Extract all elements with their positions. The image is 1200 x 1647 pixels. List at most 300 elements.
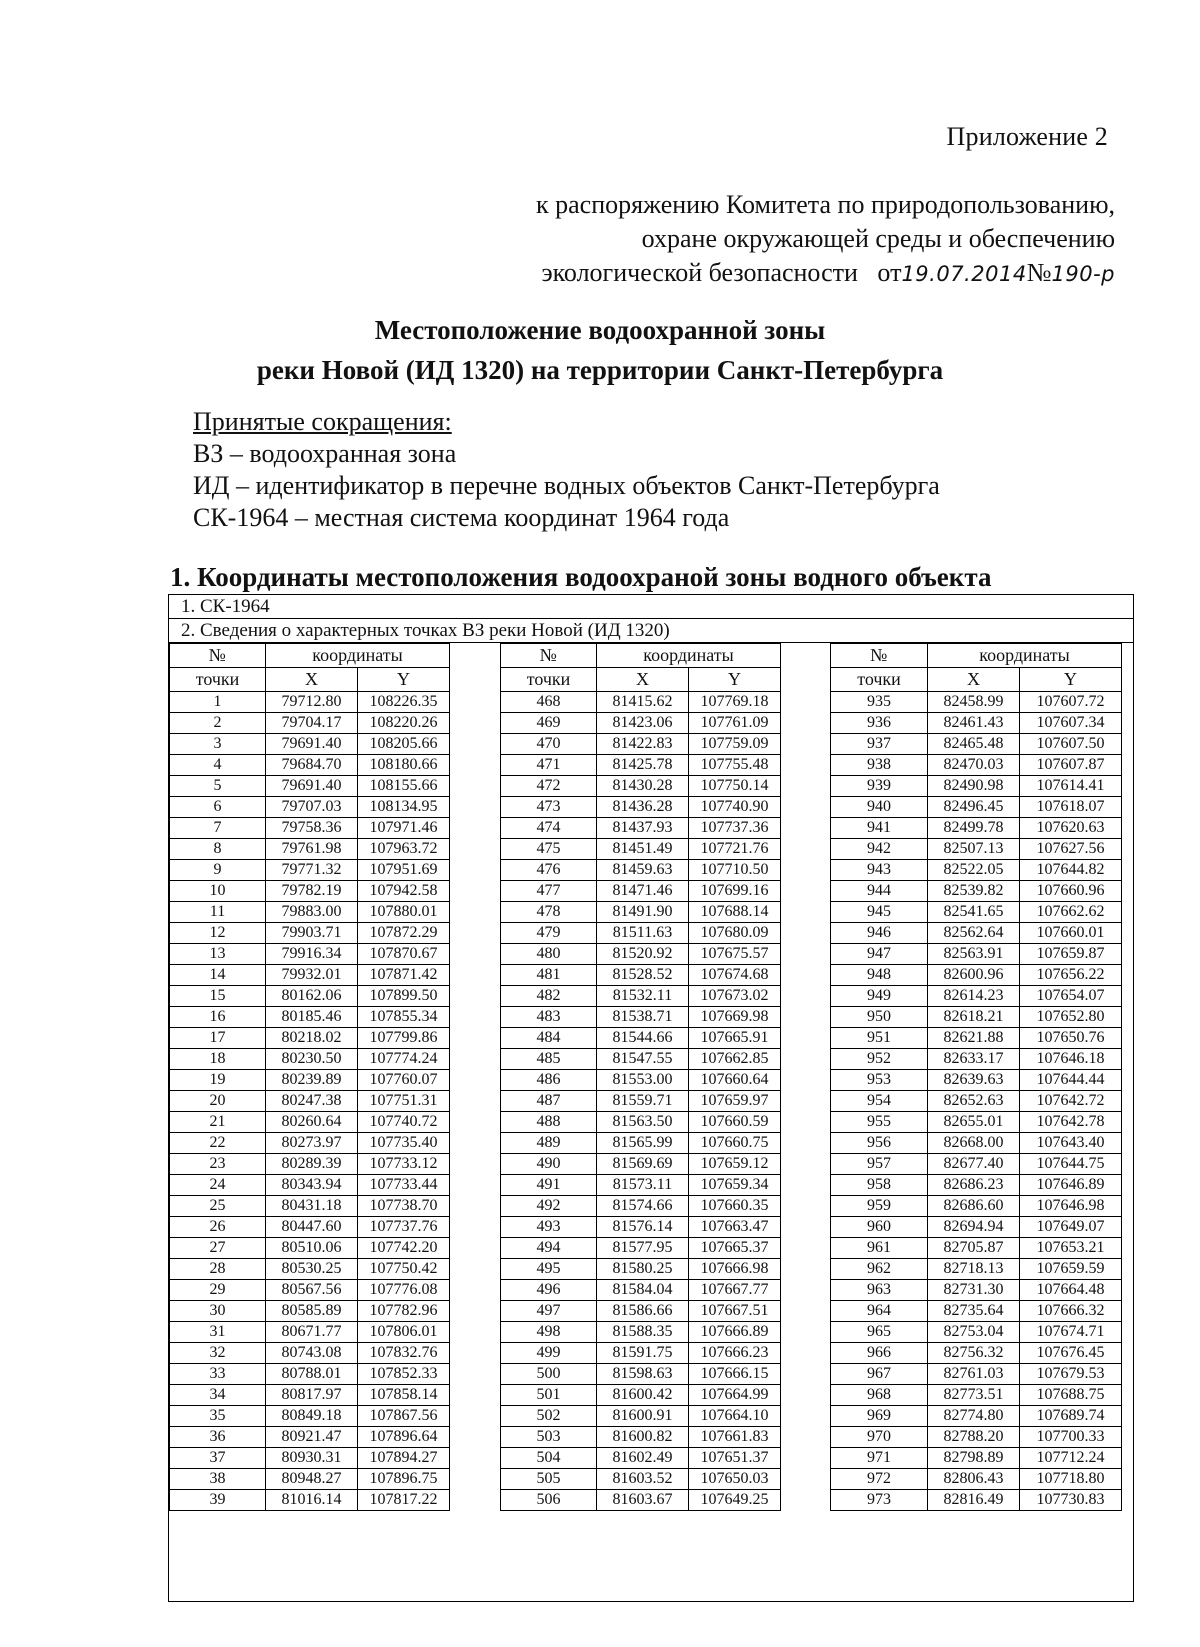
point-number-cell: 19: [170, 1070, 266, 1091]
table-row: [831, 1175, 1122, 1196]
y-coordinate-cell: 107665.37: [689, 1238, 781, 1259]
x-coordinate-cell: 81520.92: [597, 944, 689, 965]
table-row: [170, 713, 450, 734]
point-number-cell: 504: [501, 1448, 597, 1469]
table-row: [831, 1196, 1122, 1217]
y-coordinate-cell: 107660.35: [689, 1196, 781, 1217]
x-coordinate-cell: 82490.98: [928, 776, 1020, 797]
point-number-cell: 20: [170, 1091, 266, 1112]
table-row: [501, 755, 781, 776]
table-row: [170, 1175, 450, 1196]
point-number-cell: 24: [170, 1175, 266, 1196]
y-coordinate-cell: 107666.23: [689, 1343, 781, 1364]
point-number-cell: 492: [501, 1196, 597, 1217]
point-number-cell: 481: [501, 965, 597, 986]
x-coordinate-cell: 82639.63: [928, 1070, 1020, 1091]
x-coordinate-cell: 81436.28: [597, 797, 689, 818]
table-row: [501, 797, 781, 818]
x-coordinate-cell: 81532.11: [597, 986, 689, 1007]
abbreviation-item: ИД – идентификатор в перечне водных объектов Санкт-Петербурга: [193, 471, 940, 500]
y-coordinate-cell: 107718.80: [1020, 1469, 1122, 1490]
table-row: [831, 1112, 1122, 1133]
abbreviations-heading: Принятые сокращения:: [193, 407, 452, 436]
point-number-subheader: точки: [170, 668, 266, 692]
x-coordinate-cell: 82761.03: [928, 1364, 1020, 1385]
x-coordinate-cell: 79704.17: [266, 713, 358, 734]
point-number-cell: 967: [831, 1364, 928, 1385]
point-number-cell: 469: [501, 713, 597, 734]
x-coordinate-cell: 81584.04: [597, 1280, 689, 1301]
table-row: [501, 1427, 781, 1448]
point-number-cell: 37: [170, 1448, 266, 1469]
x-coordinate-cell: 81437.93: [597, 818, 689, 839]
point-number-cell: 9: [170, 860, 266, 881]
y-coordinate-cell: 107642.72: [1020, 1091, 1122, 1112]
y-coordinate-cell: 107646.18: [1020, 1049, 1122, 1070]
point-number-header: №: [501, 644, 597, 668]
point-number-cell: 956: [831, 1133, 928, 1154]
point-number-cell: 23: [170, 1154, 266, 1175]
table-row: [831, 692, 1122, 713]
table-row: [501, 1490, 781, 1511]
y-coordinate-cell: 107730.83: [1020, 1490, 1122, 1511]
x-coordinate-cell: 79761.98: [266, 839, 358, 860]
x-coordinate-cell: 79707.03: [266, 797, 358, 818]
point-number-cell: 36: [170, 1427, 266, 1448]
x-coordinate-cell: 81559.71: [597, 1091, 689, 1112]
x-coordinate-cell: 82788.20: [928, 1427, 1020, 1448]
table-row: [170, 860, 450, 881]
point-number-cell: 935: [831, 692, 928, 713]
x-coordinate-cell: 81430.28: [597, 776, 689, 797]
x-coordinate-cell: 81425.78: [597, 755, 689, 776]
x-coordinate-cell: 81577.95: [597, 1238, 689, 1259]
x-coordinate-cell: 80510.06: [266, 1238, 358, 1259]
x-coordinate-cell: 79782.19: [266, 881, 358, 902]
x-coordinate-cell: 81574.66: [597, 1196, 689, 1217]
table-row: [831, 986, 1122, 1007]
point-number-cell: 3: [170, 734, 266, 755]
table-row: [831, 944, 1122, 965]
table-row: [831, 734, 1122, 755]
y-coordinate-cell: 107607.34: [1020, 713, 1122, 734]
x-coordinate-cell: 82600.96: [928, 965, 1020, 986]
table-row: [831, 1154, 1122, 1175]
y-coordinate-cell: 107899.50: [358, 986, 450, 1007]
x-coordinate-cell: 80162.06: [266, 986, 358, 1007]
x-coordinate-cell: 80260.64: [266, 1112, 358, 1133]
x-coordinate-cell: 82496.45: [928, 797, 1020, 818]
table-row: [170, 1091, 450, 1112]
y-coordinate-cell: 107963.72: [358, 839, 450, 860]
y-coordinate-cell: 107659.59: [1020, 1259, 1122, 1280]
point-number-cell: 964: [831, 1301, 928, 1322]
table-row: [831, 839, 1122, 860]
x-coordinate-cell: 82618.21: [928, 1007, 1020, 1028]
point-number-cell: 949: [831, 986, 928, 1007]
x-coordinate-cell: 82773.51: [928, 1385, 1020, 1406]
y-coordinate-cell: 107817.22: [358, 1490, 450, 1511]
annex-reference: [536, 188, 1115, 291]
y-coordinate-cell: 107660.64: [689, 1070, 781, 1091]
point-number-cell: 8: [170, 839, 266, 860]
table-row: [501, 1133, 781, 1154]
point-number-cell: 503: [501, 1427, 597, 1448]
y-coordinate-cell: 108155.66: [358, 776, 450, 797]
table-row: [501, 1448, 781, 1469]
point-number-header: №: [831, 644, 928, 668]
coordinate-system-row: 1. СК-1964: [169, 595, 1133, 619]
y-coordinate-cell: 107688.14: [689, 902, 781, 923]
point-number-cell: 963: [831, 1280, 928, 1301]
x-coordinate-cell: 82705.87: [928, 1238, 1020, 1259]
x-coordinate-cell: 82718.13: [928, 1259, 1020, 1280]
y-coordinate-cell: 107661.83: [689, 1427, 781, 1448]
x-coordinate-cell: 80530.25: [266, 1259, 358, 1280]
x-coordinate-cell: 81563.50: [597, 1112, 689, 1133]
point-number-cell: 14: [170, 965, 266, 986]
table-row: [170, 1364, 450, 1385]
y-coordinate-cell: 107652.80: [1020, 1007, 1122, 1028]
x-coordinate-cell: 81538.71: [597, 1007, 689, 1028]
x-coordinate-cell: 80921.47: [266, 1427, 358, 1448]
y-coordinate-cell: 107689.74: [1020, 1406, 1122, 1427]
table-row: [831, 965, 1122, 986]
y-coordinate-cell: 107660.59: [689, 1112, 781, 1133]
point-number-cell: 499: [501, 1343, 597, 1364]
y-header: Y: [1020, 668, 1122, 692]
y-coordinate-cell: 107660.01: [1020, 923, 1122, 944]
x-coordinate-cell: 80671.77: [266, 1322, 358, 1343]
y-coordinate-cell: 107799.86: [358, 1028, 450, 1049]
x-coordinate-cell: 80431.18: [266, 1196, 358, 1217]
point-number-cell: 506: [501, 1490, 597, 1511]
point-number-cell: 13: [170, 944, 266, 965]
table-row: [501, 1049, 781, 1070]
x-coordinate-cell: 79712.80: [266, 692, 358, 713]
point-number-cell: 25: [170, 1196, 266, 1217]
table-row: [831, 1301, 1122, 1322]
point-number-header: №: [170, 644, 266, 668]
y-coordinate-cell: 107971.46: [358, 818, 450, 839]
table-row: [170, 1217, 450, 1238]
table-row: [170, 797, 450, 818]
table-row: [501, 1070, 781, 1091]
x-coordinate-cell: 80948.27: [266, 1469, 358, 1490]
x-coordinate-cell: 80247.38: [266, 1091, 358, 1112]
table-row: [170, 902, 450, 923]
table-row: [501, 1259, 781, 1280]
point-number-cell: 966: [831, 1343, 928, 1364]
point-number-cell: 490: [501, 1154, 597, 1175]
point-number-cell: 34: [170, 1385, 266, 1406]
table-row: [831, 1091, 1122, 1112]
point-number-cell: 479: [501, 923, 597, 944]
point-number-cell: 491: [501, 1175, 597, 1196]
point-number-cell: 961: [831, 1238, 928, 1259]
x-coordinate-cell: 82655.01: [928, 1112, 1020, 1133]
point-number-cell: 498: [501, 1322, 597, 1343]
x-coordinate-cell: 81600.91: [597, 1406, 689, 1427]
y-coordinate-cell: 107760.07: [358, 1070, 450, 1091]
y-coordinate-cell: 107607.50: [1020, 734, 1122, 755]
y-coordinate-cell: 107880.01: [358, 902, 450, 923]
x-coordinate-cell: 81459.63: [597, 860, 689, 881]
table-row: [170, 818, 450, 839]
x-coordinate-cell: 81544.66: [597, 1028, 689, 1049]
point-number-cell: 2: [170, 713, 266, 734]
x-coordinate-cell: 82735.64: [928, 1301, 1020, 1322]
point-number-cell: 970: [831, 1427, 928, 1448]
x-coordinate-cell: 82798.89: [928, 1448, 1020, 1469]
y-coordinate-cell: 107676.45: [1020, 1343, 1122, 1364]
points-columns: [169, 643, 1133, 1601]
y-coordinate-cell: 107666.98: [689, 1259, 781, 1280]
point-number-cell: 938: [831, 755, 928, 776]
x-coordinate-cell: 79771.32: [266, 860, 358, 881]
y-coordinate-cell: 107712.24: [1020, 1448, 1122, 1469]
point-number-cell: 476: [501, 860, 597, 881]
point-number-cell: 957: [831, 1154, 928, 1175]
x-coordinate-cell: 82694.94: [928, 1217, 1020, 1238]
table-row: [831, 1217, 1122, 1238]
table-row: [170, 1049, 450, 1070]
point-number-cell: 6: [170, 797, 266, 818]
y-coordinate-cell: 107607.72: [1020, 692, 1122, 713]
table-row: [501, 1280, 781, 1301]
x-coordinate-cell: 82677.40: [928, 1154, 1020, 1175]
table-row: [501, 944, 781, 965]
table-row: [501, 1322, 781, 1343]
y-coordinate-cell: 107710.50: [689, 860, 781, 881]
point-number-cell: 484: [501, 1028, 597, 1049]
x-coordinate-cell: 81600.42: [597, 1385, 689, 1406]
x-coordinate-cell: 80585.89: [266, 1301, 358, 1322]
table-row: [170, 1196, 450, 1217]
y-coordinate-cell: 107806.01: [358, 1322, 450, 1343]
point-number-cell: 945: [831, 902, 928, 923]
x-coordinate-cell: 80218.02: [266, 1028, 358, 1049]
table-row: [170, 1301, 450, 1322]
y-coordinate-cell: 107662.62: [1020, 902, 1122, 923]
table-row: [170, 1007, 450, 1028]
point-number-cell: 943: [831, 860, 928, 881]
table-row: [170, 1028, 450, 1049]
point-number-cell: 936: [831, 713, 928, 734]
table-row: [170, 881, 450, 902]
y-coordinate-cell: 107627.56: [1020, 839, 1122, 860]
table-row: [501, 902, 781, 923]
table-row: [831, 1238, 1122, 1259]
handwritten-date: 19.07.2014: [901, 262, 1027, 286]
y-coordinate-cell: 107679.53: [1020, 1364, 1122, 1385]
table-row: [831, 818, 1122, 839]
table-row: [831, 1049, 1122, 1070]
x-coordinate-cell: 81603.52: [597, 1469, 689, 1490]
table-row: [170, 1154, 450, 1175]
y-coordinate-cell: 107664.48: [1020, 1280, 1122, 1301]
table-row: [501, 1175, 781, 1196]
y-coordinate-cell: 107654.07: [1020, 986, 1122, 1007]
table-row: [831, 797, 1122, 818]
table-row: [501, 1364, 781, 1385]
table-row: [501, 965, 781, 986]
x-coordinate-cell: 81471.46: [597, 881, 689, 902]
point-number-cell: 470: [501, 734, 597, 755]
x-coordinate-cell: 80788.01: [266, 1364, 358, 1385]
y-header: Y: [358, 668, 450, 692]
y-coordinate-cell: 107872.29: [358, 923, 450, 944]
coordinates-header: координаты: [928, 644, 1122, 668]
y-coordinate-cell: 108180.66: [358, 755, 450, 776]
point-number-cell: 972: [831, 1469, 928, 1490]
y-coordinate-cell: 107769.18: [689, 692, 781, 713]
document-title-line-1: Местоположение водоохранной зоны: [374, 315, 826, 345]
y-coordinate-cell: 107832.76: [358, 1343, 450, 1364]
x-coordinate-cell: 82562.64: [928, 923, 1020, 944]
x-coordinate-cell: 81423.06: [597, 713, 689, 734]
x-coordinate-cell: 79903.71: [266, 923, 358, 944]
table-row: [831, 776, 1122, 797]
table-row: [831, 902, 1122, 923]
y-coordinate-cell: 107951.69: [358, 860, 450, 881]
x-coordinate-cell: 80239.89: [266, 1070, 358, 1091]
point-number-cell: 39: [170, 1490, 266, 1511]
point-number-cell: 26: [170, 1217, 266, 1238]
point-number-cell: 971: [831, 1448, 928, 1469]
x-coordinate-cell: 82806.43: [928, 1469, 1020, 1490]
y-coordinate-cell: 107721.76: [689, 839, 781, 860]
ref-no-label: №: [1026, 258, 1052, 287]
y-coordinate-cell: 107646.98: [1020, 1196, 1122, 1217]
point-number-cell: 960: [831, 1217, 928, 1238]
y-coordinate-cell: 107651.37: [689, 1448, 781, 1469]
x-coordinate-cell: 82563.91: [928, 944, 1020, 965]
y-coordinate-cell: 107659.97: [689, 1091, 781, 1112]
point-number-cell: 495: [501, 1259, 597, 1280]
x-coordinate-cell: 80289.39: [266, 1154, 358, 1175]
point-number-cell: 33: [170, 1364, 266, 1385]
x-coordinate-cell: 81580.25: [597, 1259, 689, 1280]
y-coordinate-cell: 107755.48: [689, 755, 781, 776]
annex-title: Приложение 2: [946, 122, 1108, 151]
table-row: [501, 1091, 781, 1112]
x-coordinate-cell: 82470.03: [928, 755, 1020, 776]
table-row: [501, 1154, 781, 1175]
point-number-cell: 496: [501, 1280, 597, 1301]
x-coordinate-cell: 82461.43: [928, 713, 1020, 734]
y-coordinate-cell: 108220.26: [358, 713, 450, 734]
x-coordinate-cell: 81565.99: [597, 1133, 689, 1154]
y-coordinate-cell: 107699.16: [689, 881, 781, 902]
table-row: [170, 944, 450, 965]
point-number-cell: 494: [501, 1238, 597, 1259]
point-number-cell: 30: [170, 1301, 266, 1322]
point-number-cell: 468: [501, 692, 597, 713]
y-coordinate-cell: 107742.20: [358, 1238, 450, 1259]
x-coordinate-cell: 82816.49: [928, 1490, 1020, 1511]
y-coordinate-cell: 107858.14: [358, 1385, 450, 1406]
y-coordinate-cell: 107674.71: [1020, 1322, 1122, 1343]
ref-from: от: [877, 258, 902, 287]
point-number-subheader: точки: [831, 668, 928, 692]
table-row: [170, 1343, 450, 1364]
table-row: [501, 860, 781, 881]
table-row: [170, 1406, 450, 1427]
y-coordinate-cell: 107664.99: [689, 1385, 781, 1406]
y-coordinate-cell: 107688.75: [1020, 1385, 1122, 1406]
table-row: [501, 692, 781, 713]
y-coordinate-cell: 107740.72: [358, 1112, 450, 1133]
point-number-cell: 38: [170, 1469, 266, 1490]
points-table-2: [500, 643, 781, 1511]
y-coordinate-cell: 107659.12: [689, 1154, 781, 1175]
point-number-cell: 501: [501, 1385, 597, 1406]
y-coordinate-cell: 107733.44: [358, 1175, 450, 1196]
table-row: [501, 1238, 781, 1259]
x-coordinate-cell: 81553.00: [597, 1070, 689, 1091]
point-number-cell: 474: [501, 818, 597, 839]
y-coordinate-cell: 107644.75: [1020, 1154, 1122, 1175]
x-coordinate-cell: 82652.63: [928, 1091, 1020, 1112]
point-number-cell: 493: [501, 1217, 597, 1238]
y-coordinate-cell: 107607.87: [1020, 755, 1122, 776]
y-coordinate-cell: 107852.33: [358, 1364, 450, 1385]
x-coordinate-cell: 82507.13: [928, 839, 1020, 860]
point-number-cell: 477: [501, 881, 597, 902]
coordinates-frame: [168, 594, 1134, 1602]
x-coordinate-cell: 82621.88: [928, 1028, 1020, 1049]
table-row: [831, 1343, 1122, 1364]
point-number-cell: 944: [831, 881, 928, 902]
point-number-cell: 17: [170, 1028, 266, 1049]
table-row: [501, 1217, 781, 1238]
y-coordinate-cell: 107894.27: [358, 1448, 450, 1469]
point-number-cell: 482: [501, 986, 597, 1007]
y-coordinate-cell: 107896.64: [358, 1427, 450, 1448]
table-row: [831, 1259, 1122, 1280]
point-number-cell: 31: [170, 1322, 266, 1343]
x-coordinate-cell: 79883.00: [266, 902, 358, 923]
table-row: [831, 755, 1122, 776]
y-coordinate-cell: 107667.77: [689, 1280, 781, 1301]
table-row: [501, 713, 781, 734]
coordinates-header: координаты: [266, 644, 450, 668]
point-number-cell: 22: [170, 1133, 266, 1154]
x-coordinate-cell: 81576.14: [597, 1217, 689, 1238]
x-coordinate-cell: 81451.49: [597, 839, 689, 860]
x-coordinate-cell: 82668.00: [928, 1133, 1020, 1154]
table-row: [501, 839, 781, 860]
y-coordinate-cell: 107643.40: [1020, 1133, 1122, 1154]
y-coordinate-cell: 107618.07: [1020, 797, 1122, 818]
y-coordinate-cell: 107663.47: [689, 1217, 781, 1238]
x-coordinate-cell: 82756.32: [928, 1343, 1020, 1364]
y-coordinate-cell: 107659.34: [689, 1175, 781, 1196]
x-coordinate-cell: 81422.83: [597, 734, 689, 755]
table-row: [170, 755, 450, 776]
point-number-cell: 16: [170, 1007, 266, 1028]
x-coordinate-cell: 80930.31: [266, 1448, 358, 1469]
point-number-cell: 940: [831, 797, 928, 818]
point-number-subheader: точки: [501, 668, 597, 692]
table-row: [831, 1322, 1122, 1343]
point-number-cell: 5: [170, 776, 266, 797]
point-number-cell: 955: [831, 1112, 928, 1133]
table-row: [170, 1469, 450, 1490]
x-coordinate-cell: 82499.78: [928, 818, 1020, 839]
x-coordinate-cell: 81600.82: [597, 1427, 689, 1448]
